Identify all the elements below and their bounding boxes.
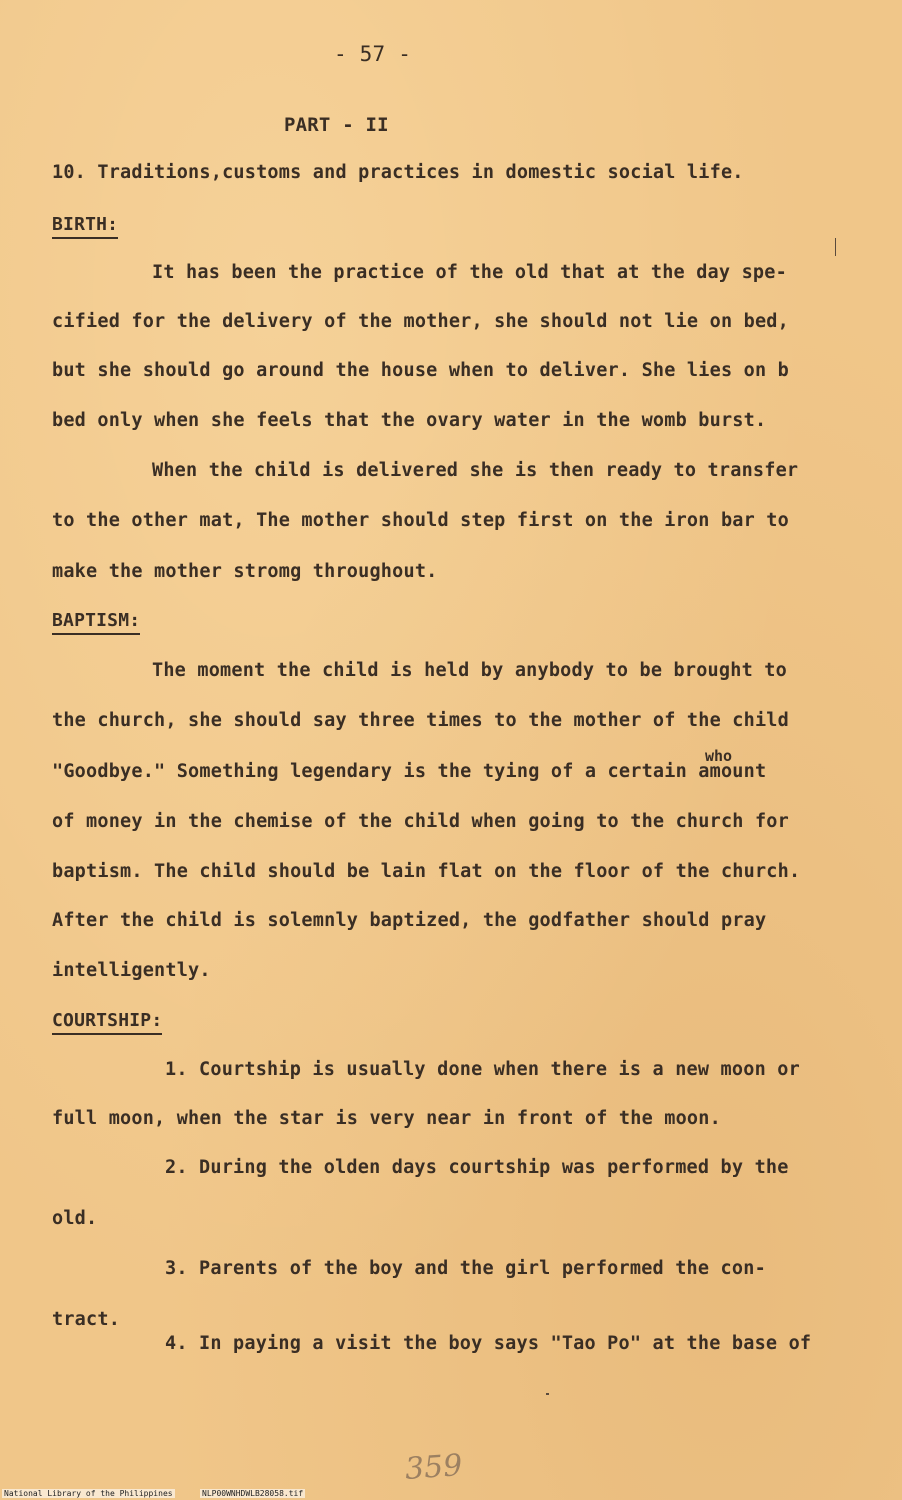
section-title: 10. Traditions,customs and practices in domestic social life.	[52, 162, 744, 183]
baptism-line: intelligently.	[52, 960, 211, 981]
birth-line: to the other mat, The mother should step first on the iron bar to	[52, 510, 789, 531]
baptism-line: The moment the child is held by anybody to be brought to	[152, 660, 787, 681]
courtship-line: 3. Parents of the boy and the girl performed the con-	[165, 1258, 766, 1279]
ink-mark	[546, 1393, 549, 1395]
birth-line: cified for the delivery of the mother, she should not lie on bed,	[52, 311, 789, 332]
baptism-line: of money in the chemise of the child when going to the church for	[52, 811, 789, 832]
handwritten-page-number: 359	[403, 1448, 464, 1487]
footer-filename: NLP00WNHDWLB28058.tif	[202, 1489, 304, 1498]
birth-line: but she should go around the house when to deliver. She lies on b	[52, 360, 789, 381]
page-number: - 57 -	[334, 42, 412, 66]
baptism-line: After the child is solemnly baptized, the godfather should pray	[52, 910, 767, 931]
courtship-heading: COURTSHIP:	[52, 1010, 162, 1035]
courtship-line: 4. In paying a visit the boy says "Tao Po" at the base of	[165, 1333, 812, 1354]
birth-line: make the mother stromg throughout.	[52, 561, 438, 582]
baptism-line: baptism. The child should be lain flat on the floor of the church.	[52, 861, 801, 882]
ink-mark	[835, 238, 836, 256]
baptism-heading: BAPTISM:	[52, 610, 140, 635]
part-title: PART - II	[284, 114, 389, 136]
courtship-line: 1. Courtship is usually done when there is a new moon or	[165, 1059, 800, 1080]
birth-line: When the child is delivered she is then ready to transfer	[152, 460, 799, 481]
baptism-line: "Goodbye." Something legendary is the tying of a certain amount	[52, 761, 767, 782]
interlinear-insert: who	[705, 747, 733, 765]
courtship-line: 2. During the olden days courtship was performed by the	[165, 1157, 789, 1178]
birth-heading: BIRTH:	[52, 214, 118, 239]
birth-line: It has been the practice of the old that at the day spe-	[152, 262, 787, 283]
birth-line: bed only when she feels that the ovary water in the womb burst.	[52, 410, 767, 431]
courtship-line: old.	[52, 1208, 98, 1229]
courtship-line: full moon, when the star is very near in front of the moon.	[52, 1108, 721, 1129]
footer-library: National Library of the Philippines	[4, 1489, 173, 1498]
baptism-line: the church, she should say three times to the mother of the child	[52, 710, 789, 731]
courtship-line: tract.	[52, 1309, 121, 1330]
bleed-through	[60, 198, 629, 218]
